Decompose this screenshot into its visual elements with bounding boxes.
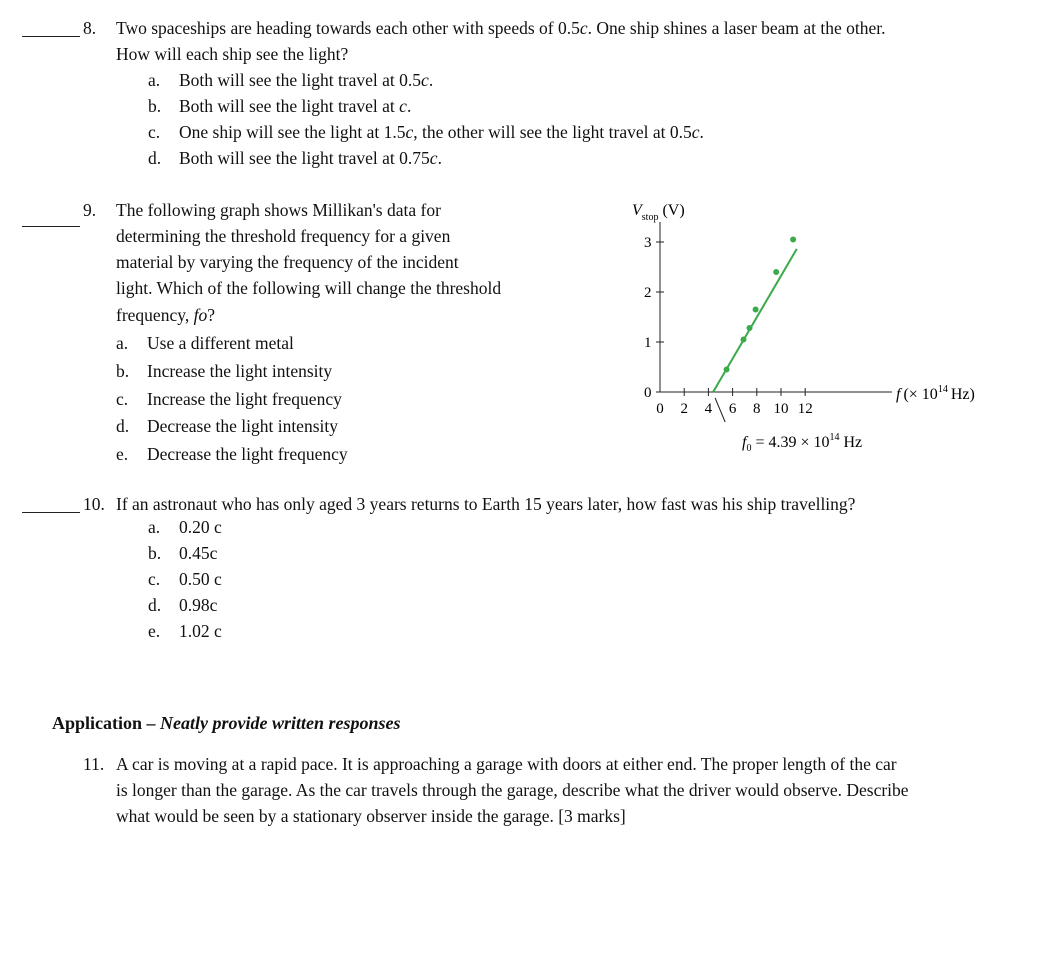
chart-x-tick-label: 10 — [773, 401, 789, 417]
threshold-label-mid: = 4.39 × 10 — [751, 434, 830, 451]
q8-option-letter-a: a. — [148, 70, 161, 90]
q9-option-d[interactable]: Decrease the light intensity — [147, 416, 338, 436]
chart-y-label-unit: (V) — [662, 202, 685, 219]
millikan-graph — [600, 195, 1010, 460]
q10-option-d[interactable]: 0.98c — [179, 595, 218, 615]
chart-data-point — [740, 337, 746, 343]
q8-option-letter-c: c. — [148, 122, 161, 142]
chart-threshold-pointer — [715, 398, 725, 422]
chart-y-tick-label: 3 — [644, 235, 652, 251]
chart-x-label-unit: Hz) — [950, 386, 975, 403]
chart-x-label-rest: (× 10 — [903, 386, 938, 403]
question-9-text-line-1: The following graph shows Millikan's data for — [116, 200, 441, 220]
chart-data-point — [747, 325, 753, 331]
q9-option-letter-d: d. — [116, 416, 130, 436]
chart-y-tick-label: 1 — [644, 335, 652, 351]
q9-option-letter-e: e. — [116, 444, 129, 464]
question-9-text-line-3: material by varying the frequency of the incident — [116, 252, 459, 272]
question-10-text: If an astronaut who has only aged 3 years returns to Earth 15 years later, how fast was his ship travelling? — [116, 494, 856, 514]
q9-option-b[interactable]: Increase the light intensity — [147, 361, 333, 381]
q10-option-letter-e: e. — [148, 621, 161, 641]
chart-y-label — [632, 202, 685, 223]
chart-axes — [660, 222, 892, 392]
section-heading — [52, 713, 401, 734]
q8-option-d[interactable]: Both will see the light travel at 0.75c. — [179, 148, 442, 168]
section-heading-bold: Application – — [52, 713, 161, 733]
chart-data-point — [753, 307, 759, 313]
question-number-11: 11. — [83, 754, 105, 774]
threshold-label-unit: Hz — [839, 434, 863, 451]
question-9-text-line-4: light. Which of the following will change the threshold — [116, 278, 502, 298]
question-11-text-line-1: A car is moving at a rapid pace. It is approaching a garage with doors at either end. The proper length of the car — [116, 754, 897, 774]
q8-option-b[interactable]: Both will see the light travel at c. — [179, 96, 412, 116]
q10-option-a[interactable]: 0.20 c — [179, 517, 222, 537]
q9-option-letter-c: c. — [116, 389, 129, 409]
threshold-label-f: f — [742, 434, 747, 451]
answer-blank-q9[interactable] — [22, 226, 80, 227]
chart-ticks — [644, 235, 813, 417]
answer-blank-q10[interactable] — [22, 512, 80, 513]
chart-x-tick-label: 12 — [797, 401, 813, 417]
chart-data-point — [773, 269, 779, 275]
chart-x-tick-label: 0 — [656, 401, 664, 417]
chart-marks — [713, 237, 797, 423]
question-number-8: 8. — [83, 18, 97, 38]
chart-y-tick-label: 0 — [644, 385, 652, 401]
chart-threshold-label — [742, 432, 862, 454]
q9-option-c[interactable]: Increase the light frequency — [147, 389, 342, 409]
question-11-text-line-2: is longer than the garage. As the car travels through the garage, describe what the driver would observe. Describe — [116, 780, 909, 800]
chart-x-label-f: f — [896, 386, 901, 403]
chart-x-label-exp: 14 — [937, 384, 948, 395]
question-9-text-line-5: frequency, fo? — [116, 305, 215, 325]
q9-option-a[interactable]: Use a different metal — [147, 333, 294, 353]
q8-option-letter-b: b. — [148, 96, 162, 116]
threshold-label-exp: 14 — [829, 432, 840, 443]
section-heading-italic: Neatly provide written responses — [160, 713, 401, 733]
q8-option-c[interactable]: One ship will see the light at 1.5c, the other will see the light travel at 0.5c. — [179, 122, 704, 142]
q10-option-letter-d: d. — [148, 595, 162, 615]
q10-option-e[interactable]: 1.02 c — [179, 621, 222, 641]
q10-option-c[interactable]: 0.50 c — [179, 569, 222, 589]
threshold-label-sub: 0 — [746, 443, 752, 454]
chart-x-tick-label: 2 — [680, 401, 688, 417]
q9-option-letter-b: b. — [116, 361, 130, 381]
chart-x-tick-label: 6 — [728, 401, 737, 417]
question-11-text-line-3: what would be seen by a stationary observer inside the garage. [3 marks] — [116, 806, 626, 826]
q10-option-letter-c: c. — [148, 569, 161, 589]
question-9-text-line-2: determining the threshold frequency for a given — [116, 226, 451, 246]
answer-blank-q8[interactable] — [22, 36, 80, 37]
q9-option-letter-a: a. — [116, 333, 129, 353]
chart-x-label — [896, 384, 975, 403]
chart-x-tick-label: 8 — [753, 401, 761, 417]
question-8-text-line-1: Two spaceships are heading towards each other with speeds of 0.5c. One ship shines a laser beam at the other. — [116, 18, 886, 38]
question-number-10: 10. — [83, 494, 105, 514]
q10-option-b[interactable]: 0.45c — [179, 543, 218, 563]
chart-data-point — [724, 367, 730, 373]
chart-y-label-sub: stop — [641, 212, 659, 223]
q8-option-a[interactable]: Both will see the light travel at 0.5c. — [179, 70, 434, 90]
q10-option-letter-b: b. — [148, 543, 162, 563]
question-8-text-line-2: How will each ship see the light? — [116, 44, 349, 64]
question-number-9: 9. — [83, 200, 97, 220]
chart-y-tick-label: 2 — [644, 285, 652, 301]
q8-option-letter-d: d. — [148, 148, 162, 168]
chart-data-point — [790, 237, 796, 243]
q10-option-letter-a: a. — [148, 517, 161, 537]
chart-y-label-main: V — [632, 202, 642, 219]
q9-option-e[interactable]: Decrease the light frequency — [147, 444, 348, 464]
chart-x-tick-label: 4 — [704, 401, 713, 417]
